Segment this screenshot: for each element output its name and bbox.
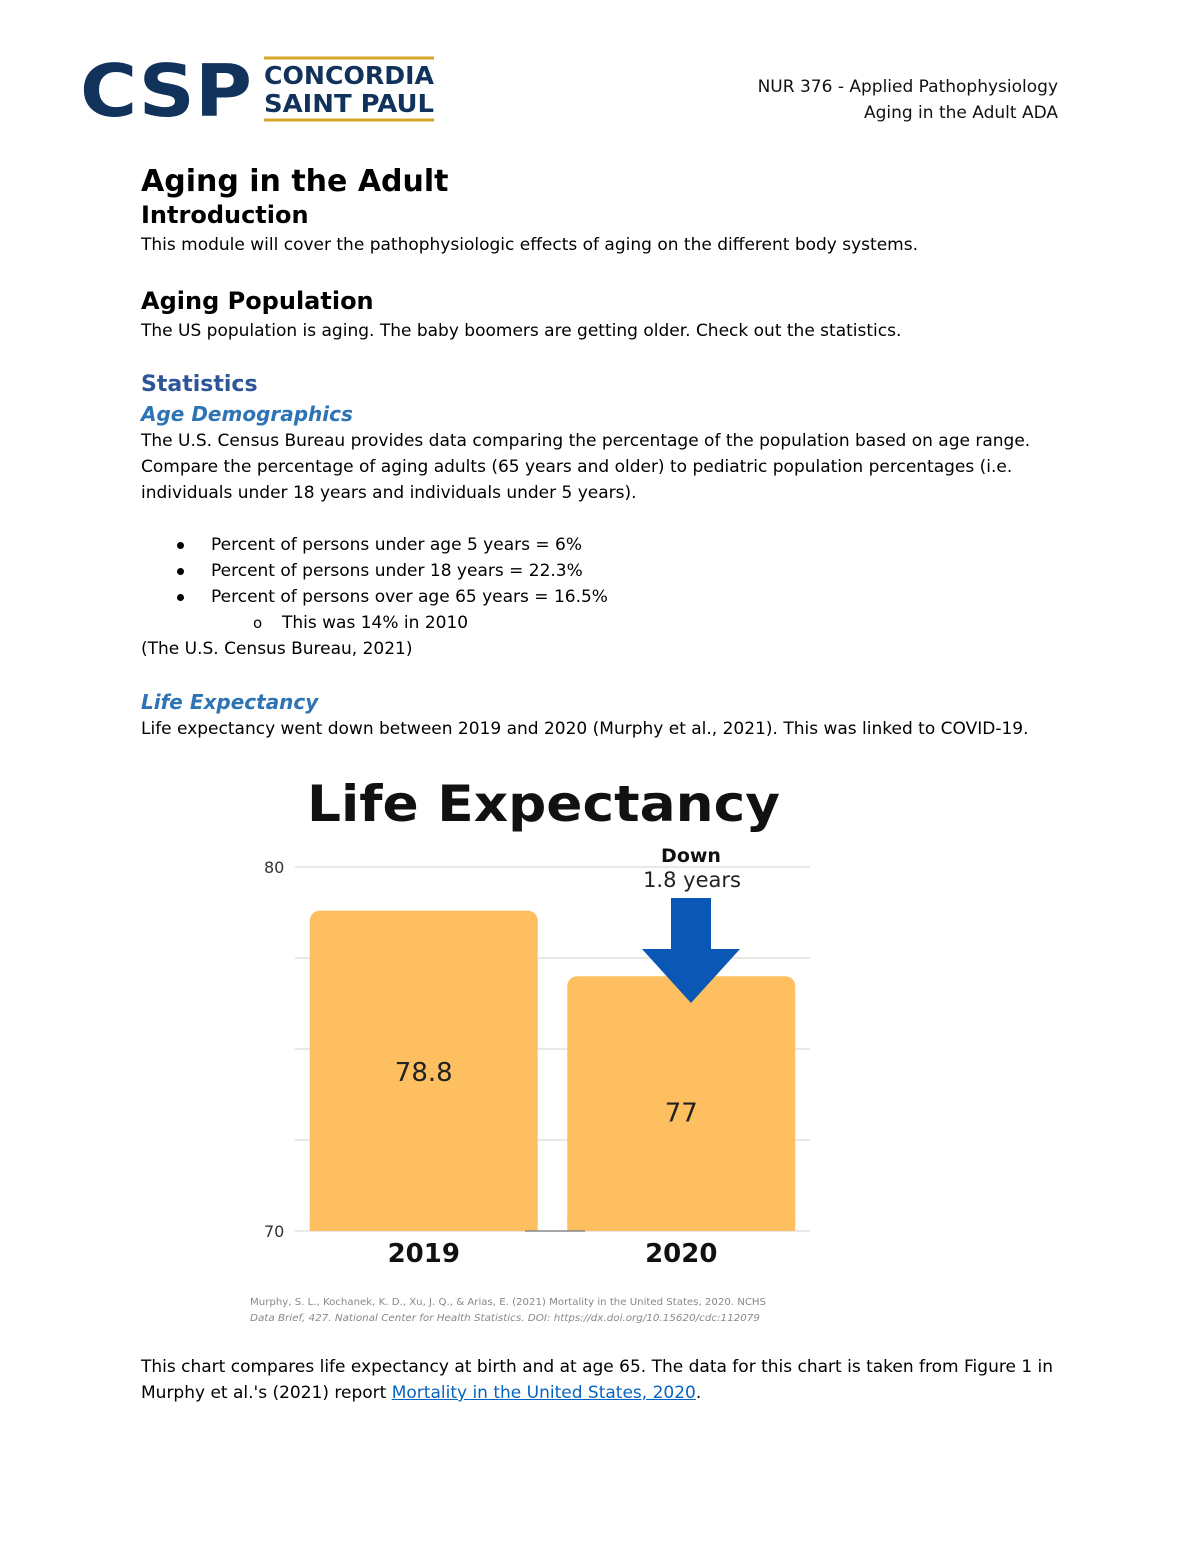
statistics-list	[141, 532, 1081, 636]
sub-list-item	[141, 610, 1081, 636]
bar-base-2019	[310, 1219, 538, 1231]
sub-bullet-marker: o	[253, 614, 263, 632]
population-heading: Aging Population	[141, 287, 374, 315]
life-expectancy-chart	[240, 765, 840, 1335]
concordia-logo	[80, 52, 440, 124]
module-title: Aging in the Adult ADA	[863, 103, 1058, 123]
bar-value-label: 78.8	[394, 1057, 453, 1088]
list-item	[141, 584, 1081, 610]
chart-source-line1: Murphy, S. L., Kochanek, K. D., Xu, J. Q., & Arias, E. (2021) Mortality in the United States, 2020. NCHS	[250, 1297, 766, 1308]
logo-mark: CSP	[80, 52, 252, 124]
population-text: The US population is aging. The baby boomers are getting older. Check out the statistics.	[141, 321, 902, 341]
logo-line1: CONCORDIA	[264, 61, 435, 90]
chart-source-line2: Data Brief, 427. National Center for Health Statistics. DOI: https://dx.doi.org/10.15620/cdc:112079	[250, 1313, 760, 1324]
list-item-text: Percent of persons under age 5 years = 6%	[211, 535, 582, 555]
chart-description-text: This chart compares life expectancy at birth and at age 65. The data for this chart is taken from Figure 1 in Murphy et al.'s (2021) report	[141, 1357, 1054, 1403]
page-title: Aging in the Adult	[141, 164, 449, 199]
list-item	[141, 532, 1081, 558]
chart-title: Life Expectancy	[307, 775, 780, 833]
bullet-dot	[177, 568, 184, 575]
bullet-dot	[177, 594, 184, 601]
list-item	[141, 558, 1081, 584]
course-title: NUR 376 - Applied Pathophysiology	[757, 77, 1058, 97]
intro-text: This module will cover the pathophysiologic effects of aging on the different body systems.	[141, 235, 918, 255]
document-header	[758, 74, 1058, 126]
bar-value-label: 77	[664, 1098, 698, 1129]
y-tick-label: 80	[264, 858, 285, 877]
list-item-text: Percent of persons over age 65 years = 16.5%	[211, 587, 608, 607]
bar-base-2020	[567, 1219, 795, 1231]
mortality-report-link[interactable]: Mortality in the United States, 2020	[391, 1383, 696, 1403]
y-tick-label: 70	[264, 1222, 285, 1241]
chart-description-end: .	[695, 1383, 702, 1403]
sub-list-item-text: This was 14% in 2010	[282, 613, 469, 633]
life-expectancy-text: Life expectancy went down between 2019 and 2020 (Murphy et al., 2021). This was linked to COVID-19.	[141, 719, 1029, 739]
x-tick-label: 2019	[387, 1239, 460, 1269]
y-axis	[264, 858, 284, 1241]
chart-description	[141, 1354, 1081, 1406]
list-item-text: Percent of persons under 18 years = 22.3%	[211, 561, 583, 581]
demographics-text: The U.S. Census Bureau provides data comparing the percentage of the population based on age range. Compare the percentage of aging adults (65 years and older) to pediatric population percentages (i.e. individuals under 18 years and individuals under 5 years).	[141, 431, 1031, 503]
x-tick-label: 2020	[645, 1239, 718, 1269]
intro-heading: Introduction	[141, 201, 309, 229]
life-expectancy-heading: Life Expectancy	[141, 690, 319, 714]
statistics-heading: Statistics	[141, 372, 258, 397]
annotation-text: 1.8 years	[643, 868, 741, 892]
bullet-dot	[177, 542, 184, 549]
demographics-heading: Age Demographics	[141, 402, 353, 426]
annotation-bold: Down	[661, 845, 721, 867]
demographics-citation: (The U.S. Census Bureau, 2021)	[141, 639, 413, 659]
logo-line2: SAINT PAUL	[264, 89, 435, 118]
